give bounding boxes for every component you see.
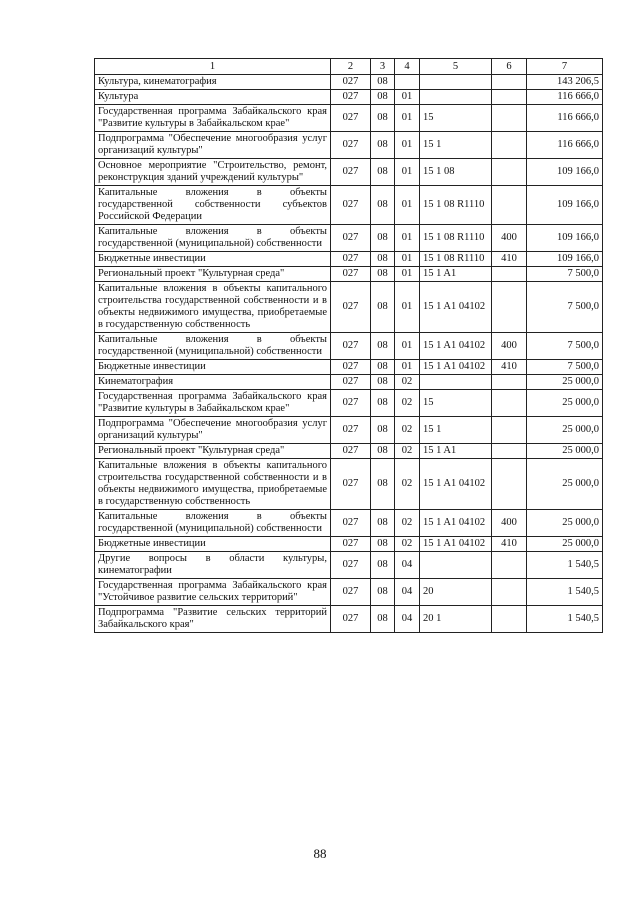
table-row <box>95 225 603 252</box>
target-article-cell: 15 1 <box>420 417 492 444</box>
subsection-code-cell: 01 <box>395 132 420 159</box>
target-article-cell: 15 <box>420 105 492 132</box>
section-code-cell: 08 <box>371 510 395 537</box>
target-article-cell: 15 1 A1 04102 <box>420 360 492 375</box>
subsection-code-cell: 02 <box>395 417 420 444</box>
target-article-cell <box>420 90 492 105</box>
subsection-code-cell: 01 <box>395 267 420 282</box>
expense-type-cell: 410 <box>492 360 527 375</box>
row-name-cell: Государственная программа Забайкальского края "Развитие культуры в Забайкальском крае" <box>95 105 331 132</box>
expense-type-cell: 410 <box>492 252 527 267</box>
department-code-cell: 027 <box>331 282 371 333</box>
section-code-cell: 08 <box>371 579 395 606</box>
row-name-cell: Региональный проект "Культурная среда" <box>95 444 331 459</box>
section-code-cell: 08 <box>371 267 395 282</box>
amount-cell: 25 000,0 <box>527 459 603 510</box>
department-code-cell: 027 <box>331 510 371 537</box>
section-code-cell: 08 <box>371 75 395 90</box>
amount-cell: 7 500,0 <box>527 333 603 360</box>
row-name-cell: Капитальные вложения в объекты капитального строительства государственной собственности и в объекты недвижимого имущества, приобретаемые в государственную собственность <box>95 282 331 333</box>
department-code-cell: 027 <box>331 267 371 282</box>
table-row <box>95 537 603 552</box>
amount-cell: 109 166,0 <box>527 186 603 225</box>
section-code-cell: 08 <box>371 186 395 225</box>
department-code-cell: 027 <box>331 417 371 444</box>
amount-cell: 116 666,0 <box>527 90 603 105</box>
row-name-cell: Капитальные вложения в объекты государственной (муниципальной) собственности <box>95 333 331 360</box>
amount-cell: 25 000,0 <box>527 510 603 537</box>
row-name-cell: Основное мероприятие "Строительство, ремонт, реконструкция зданий учреждений культуры" <box>95 159 331 186</box>
target-article-cell: 15 1 08 R1110 <box>420 186 492 225</box>
target-article-cell: 15 1 A1 <box>420 267 492 282</box>
table-row <box>95 579 603 606</box>
table-header-row <box>95 59 603 75</box>
table-row <box>95 360 603 375</box>
department-code-cell: 027 <box>331 444 371 459</box>
row-name-cell: Другие вопросы в области культуры, кинематографии <box>95 552 331 579</box>
department-code-cell: 027 <box>331 252 371 267</box>
expense-type-cell <box>492 552 527 579</box>
amount-cell: 109 166,0 <box>527 225 603 252</box>
subsection-code-cell: 02 <box>395 510 420 537</box>
amount-cell: 1 540,5 <box>527 606 603 633</box>
subsection-code-cell: 02 <box>395 390 420 417</box>
row-name-cell: Капитальные вложения в объекты капитального строительства государственной собственности и в объекты недвижимого имущества, приобретаемые в государственную собственность <box>95 459 331 510</box>
department-code-cell: 027 <box>331 159 371 186</box>
subsection-code-cell: 01 <box>395 333 420 360</box>
subsection-code-cell: 01 <box>395 282 420 333</box>
section-code-cell: 08 <box>371 225 395 252</box>
expense-type-cell: 400 <box>492 333 527 360</box>
section-code-cell: 08 <box>371 606 395 633</box>
section-code-cell: 08 <box>371 333 395 360</box>
subsection-code-cell <box>395 75 420 90</box>
expense-type-cell <box>492 444 527 459</box>
row-name-cell: Бюджетные инвестиции <box>95 360 331 375</box>
subsection-code-cell: 02 <box>395 537 420 552</box>
expense-type-cell <box>492 579 527 606</box>
expense-type-cell: 410 <box>492 537 527 552</box>
column-header: 2 <box>331 59 371 75</box>
table-row <box>95 459 603 510</box>
row-name-cell: Кинематография <box>95 375 331 390</box>
amount-cell: 25 000,0 <box>527 444 603 459</box>
department-code-cell: 027 <box>331 105 371 132</box>
column-header: 7 <box>527 59 603 75</box>
table-row <box>95 444 603 459</box>
row-name-cell: Государственная программа Забайкальского края "Развитие культуры в Забайкальском крае" <box>95 390 331 417</box>
table-row <box>95 90 603 105</box>
expense-type-cell <box>492 417 527 444</box>
row-name-cell: Бюджетные инвестиции <box>95 537 331 552</box>
section-code-cell: 08 <box>371 390 395 417</box>
table-row <box>95 186 603 225</box>
page-number: 88 <box>313 846 327 861</box>
department-code-cell: 027 <box>331 579 371 606</box>
column-header: 1 <box>95 59 331 75</box>
amount-cell: 1 540,5 <box>527 579 603 606</box>
section-code-cell: 08 <box>371 417 395 444</box>
target-article-cell: 15 1 A1 04102 <box>420 537 492 552</box>
department-code-cell: 027 <box>331 375 371 390</box>
target-article-cell: 15 1 08 R1110 <box>420 252 492 267</box>
target-article-cell: 15 1 A1 <box>420 444 492 459</box>
subsection-code-cell: 01 <box>395 159 420 186</box>
section-code-cell: 08 <box>371 252 395 267</box>
section-code-cell: 08 <box>371 132 395 159</box>
table-row <box>95 159 603 186</box>
amount-cell: 109 166,0 <box>527 252 603 267</box>
subsection-code-cell: 02 <box>395 375 420 390</box>
expense-type-cell <box>492 159 527 186</box>
expense-type-cell <box>492 390 527 417</box>
column-header: 4 <box>395 59 420 75</box>
target-article-cell: 15 <box>420 390 492 417</box>
section-code-cell: 08 <box>371 105 395 132</box>
row-name-cell: Капитальные вложения в объекты государственной (муниципальной) собственности <box>95 225 331 252</box>
table-row <box>95 267 603 282</box>
row-name-cell: Подпрограмма "Обеспечение многообразия услуг организаций культуры" <box>95 132 331 159</box>
section-code-cell: 08 <box>371 459 395 510</box>
expense-type-cell: 400 <box>492 225 527 252</box>
department-code-cell: 027 <box>331 132 371 159</box>
target-article-cell: 20 1 <box>420 606 492 633</box>
amount-cell: 25 000,0 <box>527 537 603 552</box>
subsection-code-cell: 01 <box>395 105 420 132</box>
row-name-cell: Капитальные вложения в объекты государственной (муниципальной) собственности <box>95 510 331 537</box>
expense-type-cell <box>492 606 527 633</box>
expense-type-cell <box>492 375 527 390</box>
target-article-cell: 15 1 <box>420 132 492 159</box>
amount-cell: 1 540,5 <box>527 552 603 579</box>
target-article-cell: 15 1 A1 04102 <box>420 459 492 510</box>
section-code-cell: 08 <box>371 552 395 579</box>
target-article-cell <box>420 552 492 579</box>
amount-cell: 25 000,0 <box>527 417 603 444</box>
table-row <box>95 375 603 390</box>
section-code-cell: 08 <box>371 444 395 459</box>
target-article-cell: 15 1 08 <box>420 159 492 186</box>
row-name-cell: Подпрограмма "Развитие сельских территорий Забайкальского края" <box>95 606 331 633</box>
subsection-code-cell: 01 <box>395 252 420 267</box>
amount-cell: 25 000,0 <box>527 375 603 390</box>
column-header: 6 <box>492 59 527 75</box>
amount-cell: 143 206,5 <box>527 75 603 90</box>
amount-cell: 109 166,0 <box>527 159 603 186</box>
department-code-cell: 027 <box>331 537 371 552</box>
expense-type-cell: 400 <box>492 510 527 537</box>
table-row <box>95 390 603 417</box>
expense-type-cell <box>492 90 527 105</box>
section-code-cell: 08 <box>371 159 395 186</box>
department-code-cell: 027 <box>331 333 371 360</box>
target-article-cell: 15 1 A1 04102 <box>420 333 492 360</box>
expense-type-cell <box>492 105 527 132</box>
section-code-cell: 08 <box>371 360 395 375</box>
budget-table <box>94 58 603 633</box>
amount-cell: 7 500,0 <box>527 360 603 375</box>
expense-type-cell <box>492 267 527 282</box>
subsection-code-cell: 04 <box>395 606 420 633</box>
target-article-cell: 15 1 A1 04102 <box>420 510 492 537</box>
table-row <box>95 252 603 267</box>
department-code-cell: 027 <box>331 90 371 105</box>
target-article-cell: 15 1 08 R1110 <box>420 225 492 252</box>
department-code-cell: 027 <box>331 552 371 579</box>
table-body <box>95 75 603 633</box>
table-row <box>95 282 603 333</box>
table-row <box>95 75 603 90</box>
expense-type-cell <box>492 132 527 159</box>
table-row <box>95 132 603 159</box>
row-name-cell: Бюджетные инвестиции <box>95 252 331 267</box>
row-name-cell: Подпрограмма "Обеспечение многообразия услуг организаций культуры" <box>95 417 331 444</box>
target-article-cell <box>420 75 492 90</box>
section-code-cell: 08 <box>371 537 395 552</box>
table-row <box>95 105 603 132</box>
table-row <box>95 510 603 537</box>
department-code-cell: 027 <box>331 186 371 225</box>
section-code-cell: 08 <box>371 282 395 333</box>
target-article-cell <box>420 375 492 390</box>
amount-cell: 116 666,0 <box>527 105 603 132</box>
subsection-code-cell: 04 <box>395 579 420 606</box>
table-row <box>95 333 603 360</box>
column-header: 5 <box>420 59 492 75</box>
column-header: 3 <box>371 59 395 75</box>
subsection-code-cell: 01 <box>395 225 420 252</box>
department-code-cell: 027 <box>331 360 371 375</box>
table-row <box>95 417 603 444</box>
expense-type-cell <box>492 186 527 225</box>
subsection-code-cell: 04 <box>395 552 420 579</box>
expense-type-cell <box>492 459 527 510</box>
amount-cell: 116 666,0 <box>527 132 603 159</box>
row-name-cell: Государственная программа Забайкальского края "Устойчивое развитие сельских территорий" <box>95 579 331 606</box>
target-article-cell: 15 1 A1 04102 <box>420 282 492 333</box>
table-row <box>95 606 603 633</box>
subsection-code-cell: 01 <box>395 186 420 225</box>
row-name-cell: Культура, кинематография <box>95 75 331 90</box>
amount-cell: 7 500,0 <box>527 282 603 333</box>
amount-cell: 7 500,0 <box>527 267 603 282</box>
subsection-code-cell: 01 <box>395 90 420 105</box>
section-code-cell: 08 <box>371 375 395 390</box>
row-name-cell: Капитальные вложения в объекты государственной собственности субъектов Российской Федерации <box>95 186 331 225</box>
expense-type-cell <box>492 75 527 90</box>
subsection-code-cell: 02 <box>395 444 420 459</box>
row-name-cell: Культура <box>95 90 331 105</box>
department-code-cell: 027 <box>331 606 371 633</box>
expense-type-cell <box>492 282 527 333</box>
department-code-cell: 027 <box>331 225 371 252</box>
subsection-code-cell: 01 <box>395 360 420 375</box>
section-code-cell: 08 <box>371 90 395 105</box>
department-code-cell: 027 <box>331 390 371 417</box>
amount-cell: 25 000,0 <box>527 390 603 417</box>
row-name-cell: Региональный проект "Культурная среда" <box>95 267 331 282</box>
department-code-cell: 027 <box>331 459 371 510</box>
department-code-cell: 027 <box>331 75 371 90</box>
target-article-cell: 20 <box>420 579 492 606</box>
table-row <box>95 552 603 579</box>
subsection-code-cell: 02 <box>395 459 420 510</box>
